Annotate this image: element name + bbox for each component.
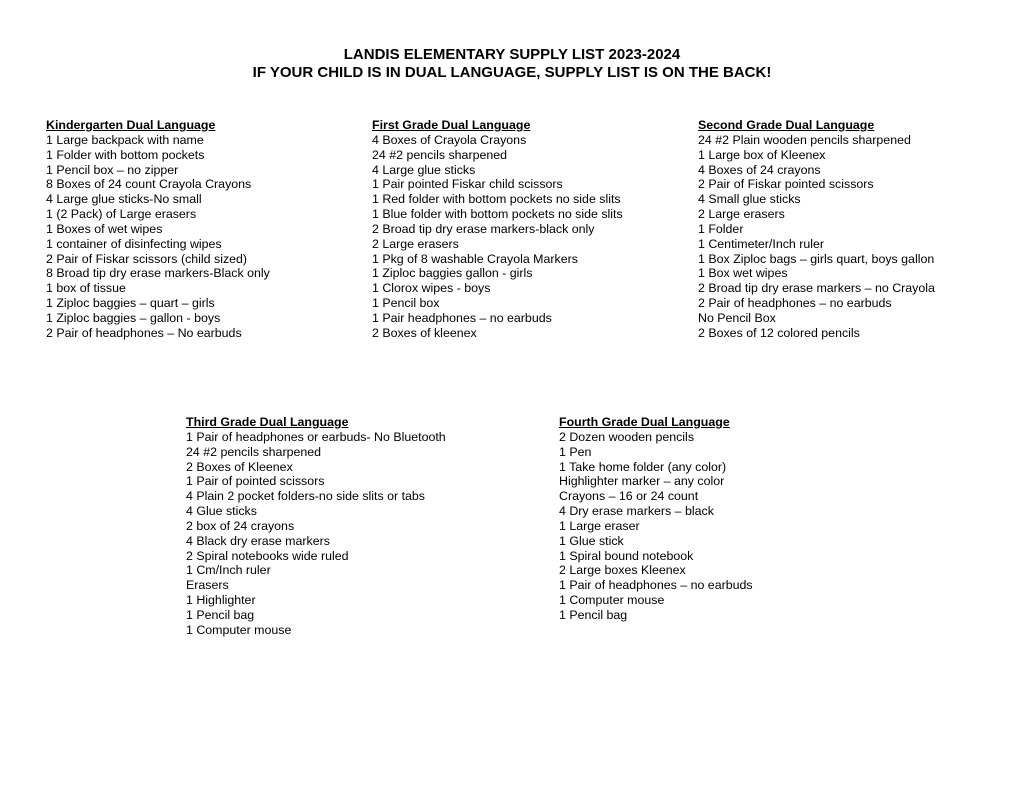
supply-item: 1 Pencil box – no zipper	[46, 162, 179, 177]
supply-item: 1 Folder with bottom pockets	[46, 147, 205, 162]
supply-item: 2 Boxes of Kleenex	[186, 459, 293, 474]
supply-item: 8 Broad tip dry erase markers-Black only	[46, 266, 270, 281]
supply-item: 4 Large glue sticks-No small	[46, 192, 202, 207]
supply-item: 1 Box Ziploc bags – girls quart, boys gallon	[698, 251, 935, 266]
supply-item: 1 Computer mouse	[186, 622, 292, 637]
supply-item: 1 box of tissue	[46, 281, 126, 296]
supply-item: 2 Spiral notebooks wide ruled	[186, 548, 349, 563]
supply-item: 1 Spiral bound notebook	[559, 548, 694, 563]
supply-item: No Pencil Box	[698, 310, 776, 325]
supply-item: 1 Pencil bag	[559, 607, 628, 622]
supply-item: 8 Boxes of 24 count Crayola Crayons	[46, 177, 252, 192]
supply-item: 1 Take home folder (any color)	[559, 459, 727, 474]
third-grade-heading: Third Grade Dual Language	[186, 415, 349, 429]
page-header	[0, 46, 1024, 82]
supply-item: 4 Boxes of Crayola Crayons	[372, 132, 527, 147]
first-grade-heading: First Grade Dual Language	[372, 118, 531, 132]
supply-item: 2 Large erasers	[698, 207, 785, 222]
supply-item: 2 Broad tip dry erase markers-black only	[372, 221, 595, 236]
supply-item: 1 Large eraser	[559, 518, 640, 533]
kindergarten-supply-list	[46, 118, 270, 341]
second-grade-items	[698, 133, 935, 341]
second-grade-heading: Second Grade Dual Language	[698, 118, 875, 132]
supply-item: 1 Ziploc baggies – gallon - boys	[46, 310, 221, 325]
supply-item: 2 Pair of headphones – No earbuds	[46, 325, 242, 340]
supply-item: 4 Small glue sticks	[698, 192, 801, 207]
supply-item: 1 Cm/Inch ruler	[186, 563, 271, 578]
supply-item: 1 Blue folder with bottom pockets no side slits	[372, 207, 623, 222]
supply-item: 1 Large box of Kleenex	[698, 147, 826, 162]
supply-item: 4 Black dry erase markers	[186, 533, 330, 548]
fourth-grade-heading: Fourth Grade Dual Language	[559, 415, 730, 429]
supply-item: 1 Pair of pointed scissors	[186, 474, 325, 489]
third-grade-items	[186, 430, 446, 638]
supply-item: 1 Ziploc baggies – quart – girls	[46, 296, 215, 311]
supply-item: 1 Pen	[559, 444, 592, 459]
supply-item: 1 Pencil bag	[186, 607, 255, 622]
supply-item: 1 Boxes of wet wipes	[46, 221, 163, 236]
supply-item: 1 Pair headphones – no earbuds	[372, 310, 552, 325]
supply-item: 1 Folder	[698, 221, 744, 236]
supply-item: 1 Pair pointed Fiskar child scissors	[372, 177, 563, 192]
first-grade-items	[372, 133, 623, 341]
supply-item: 1 Centimeter/Inch ruler	[698, 236, 825, 251]
supply-item: 1 Large backpack with name	[46, 132, 204, 147]
supply-item: 1 Pair of headphones or earbuds- No Bluetooth	[186, 429, 446, 444]
fourth-grade-items	[559, 430, 753, 623]
supply-item: 2 Pair of Fiskar pointed scissors	[698, 177, 874, 192]
supply-item: 1 Glue stick	[559, 533, 624, 548]
supply-item: Crayons – 16 or 24 count	[559, 489, 699, 504]
supply-item: 4 Large glue sticks	[372, 162, 476, 177]
supply-item: 2 Boxes of 12 colored pencils	[698, 325, 860, 340]
page-title: LANDIS ELEMENTARY SUPPLY LIST 2023-2024	[343, 46, 681, 63]
supply-item: 24 #2 pencils sharpened	[186, 444, 322, 459]
supply-item: 1 Pkg of 8 washable Crayola Markers	[372, 251, 578, 266]
supply-item: 1 container of disinfecting wipes	[46, 236, 222, 251]
supply-item: 2 Pair of headphones – no earbuds	[698, 296, 892, 311]
third-grade-supply-list	[186, 415, 446, 638]
second-grade-supply-list	[698, 118, 935, 341]
supply-item: Highlighter marker – any color	[559, 474, 725, 489]
supply-item: 1 Pair of headphones – no earbuds	[559, 578, 753, 593]
supply-item: 1 Red folder with bottom pockets no side slits	[372, 192, 621, 207]
supply-item: 4 Plain 2 pocket folders-no side slits or tabs	[186, 489, 425, 504]
supply-item: 1 Clorox wipes - boys	[372, 281, 491, 296]
supply-item: 2 Pair of Fiskar scissors (child sized)	[46, 251, 248, 266]
supply-item: 1 Ziploc baggies gallon - girls	[372, 266, 533, 281]
supply-item: 2 Boxes of kleenex	[372, 325, 477, 340]
supply-item: 1 Pencil box	[372, 296, 440, 311]
supply-item: 2 box of 24 crayons	[186, 518, 295, 533]
kindergarten-items	[46, 133, 270, 341]
supply-item: 1 Computer mouse	[559, 593, 665, 608]
supply-item: 24 #2 pencils sharpened	[372, 147, 508, 162]
supply-item: 4 Dry erase markers – black	[559, 504, 714, 519]
supply-item: 1 Box wet wipes	[698, 266, 788, 281]
supply-item: 2 Large erasers	[372, 236, 459, 251]
supply-item: 1 (2 Pack) of Large erasers	[46, 207, 197, 222]
supply-item: 1 Highlighter	[186, 593, 256, 608]
supply-item: 24 #2 Plain wooden pencils sharpened	[698, 132, 911, 147]
supply-item: 4 Glue sticks	[186, 504, 257, 519]
fourth-grade-supply-list	[559, 415, 753, 623]
kindergarten-heading: Kindergarten Dual Language	[46, 118, 216, 132]
supply-item: 2 Large boxes Kleenex	[559, 563, 686, 578]
supply-item: 4 Boxes of 24 crayons	[698, 162, 821, 177]
supply-item: 2 Dozen wooden pencils	[559, 429, 695, 444]
supply-item: 2 Broad tip dry erase markers – no Crayola	[698, 281, 935, 296]
page-subtitle: IF YOUR CHILD IS IN DUAL LANGUAGE, SUPPLY LIST IS ON THE BACK!	[252, 64, 772, 81]
supply-item: Erasers	[186, 578, 229, 593]
first-grade-supply-list	[372, 118, 623, 341]
